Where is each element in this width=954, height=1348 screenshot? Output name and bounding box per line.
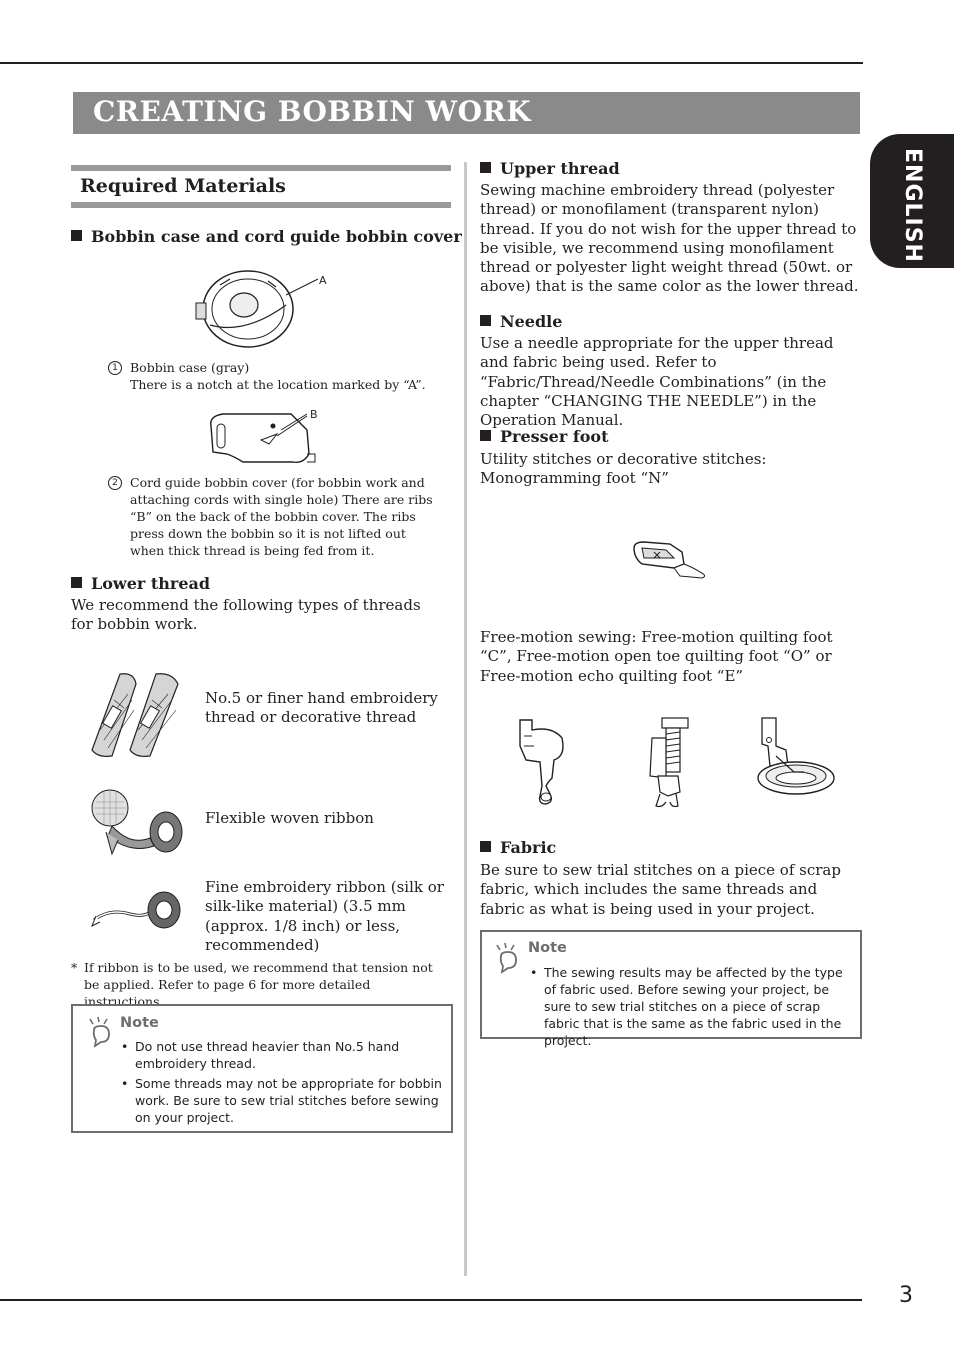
bobbin-cover-caption: Cord guide bobbin cover (for bobbin work and attaching cords with single hole) There are ribs “B” on the back of the bobbin cover. The ribs press down the bobbin so it is not lifted out when thick thread is being fed from it. xyxy=(130,475,433,558)
label-a: A xyxy=(319,274,327,287)
bobbin-cover-illustration xyxy=(203,408,323,468)
square-bullet-icon xyxy=(71,230,82,241)
bobbin-case-caption: Bobbin case (gray) There is a notch at the location marked by “A”. xyxy=(130,360,426,392)
presser-foot-text: Utility stitches or decorative stitches: Monogramming foot “N” xyxy=(480,450,767,488)
note-icon xyxy=(87,1016,115,1048)
fabric-text: Be sure to sew trial stitches on a piece of scrap fabric, which includes the same threads and fabric as what is being used in your project. xyxy=(480,861,841,918)
note-item: • The sewing results may be affected by the type of fabric used. Before sewing your project, be sure to sew trial stitches on a piece of scrap fabric that is the same as the fabric used in the project. xyxy=(530,964,856,1049)
echo-quilting-foot-e-icon xyxy=(754,716,836,796)
note-item: • Some threads may not be appropriate for bobbin work. Be sure to sew trial stitches before sewing on your project. xyxy=(121,1075,447,1126)
note-title: Note xyxy=(120,1015,159,1031)
section-title: Required Materials xyxy=(80,175,286,197)
top-rule xyxy=(0,62,863,64)
fabric-heading: Fabric xyxy=(480,838,556,857)
square-bullet-icon xyxy=(480,841,491,852)
bottom-rule xyxy=(0,1299,862,1301)
language-tab xyxy=(870,134,954,268)
section-header xyxy=(71,165,451,208)
item-number-1: 1 xyxy=(108,361,122,375)
quilting-foot-o-icon xyxy=(640,716,696,814)
note-title: Note xyxy=(528,940,567,956)
bobbin-heading: Bobbin case and cord guide bobbin cover xyxy=(71,227,462,246)
column-divider xyxy=(464,162,467,1276)
needle-heading: Needle xyxy=(480,312,562,331)
upper-thread-heading: Upper thread xyxy=(480,159,620,178)
quilting-foot-c-icon xyxy=(514,716,570,808)
note-icon xyxy=(494,942,522,974)
needle-text: Use a needle appropriate for the upper thread and fabric being used. Refer to “Fabric/Thread/Needle Combinations” (in the chapter “CHANGING THE NEEDLE”) in the Operation Manual. xyxy=(480,334,834,430)
thread-option-2: Flexible woven ribbon xyxy=(205,809,374,827)
woven-ribbon-icon xyxy=(90,788,186,858)
note-box-right xyxy=(480,930,862,1048)
note-list-right xyxy=(530,964,856,1052)
lower-thread-heading: Lower thread xyxy=(71,574,210,593)
square-bullet-icon xyxy=(71,577,82,588)
page-number: 3 xyxy=(899,1283,913,1308)
thread-option-3: Fine embroidery ribbon (silk or silk-like material) (3.5 mm (approx. 1/8 inch) or less, recommended) xyxy=(205,878,444,954)
note-list-left xyxy=(121,1038,447,1129)
item-number-2: 2 xyxy=(108,476,122,490)
language-tab-label: ENGLISH xyxy=(900,148,925,263)
footnote: If ribbon is to be used, we recommend that tension not be applied. Refer to page 6 for more detailed instructions. xyxy=(84,960,433,1009)
square-bullet-icon xyxy=(480,430,491,441)
note-item: • Do not use thread heavier than No.5 hand embroidery thread. xyxy=(121,1038,447,1072)
page-title-bar xyxy=(73,92,860,134)
bobbin-case-illustration xyxy=(190,265,330,355)
lower-thread-text: We recommend the following types of threads for bobbin work. xyxy=(71,596,421,634)
thread-option-1: No.5 or finer hand embroidery thread or decorative thread xyxy=(205,689,438,727)
note-box-left xyxy=(71,1004,453,1133)
label-b: B xyxy=(310,408,318,421)
page-title: CREATING BOBBIN WORK xyxy=(93,95,532,128)
footnote-mark: * xyxy=(71,960,78,975)
square-bullet-icon xyxy=(480,162,491,173)
monogramming-foot-icon xyxy=(630,540,710,584)
fine-ribbon-icon xyxy=(90,886,186,936)
free-motion-text: Free-motion sewing: Free-motion quilting foot “C”, Free-motion open toe quilting foot “O” or Free-motion echo quilting foot “E” xyxy=(480,628,833,685)
upper-thread-text: Sewing machine embroidery thread (polyester thread) or monofilament (transparent nylon) thread. If you do not wish for the upper thread to be visible, we recommend using monofilament thread or polyester light weight thread (50wt. or above) that is the same color as the lower thread. xyxy=(480,181,859,296)
square-bullet-icon xyxy=(480,315,491,326)
embroidery-thread-icon xyxy=(90,670,184,760)
presser-foot-heading: Presser foot xyxy=(480,427,608,446)
